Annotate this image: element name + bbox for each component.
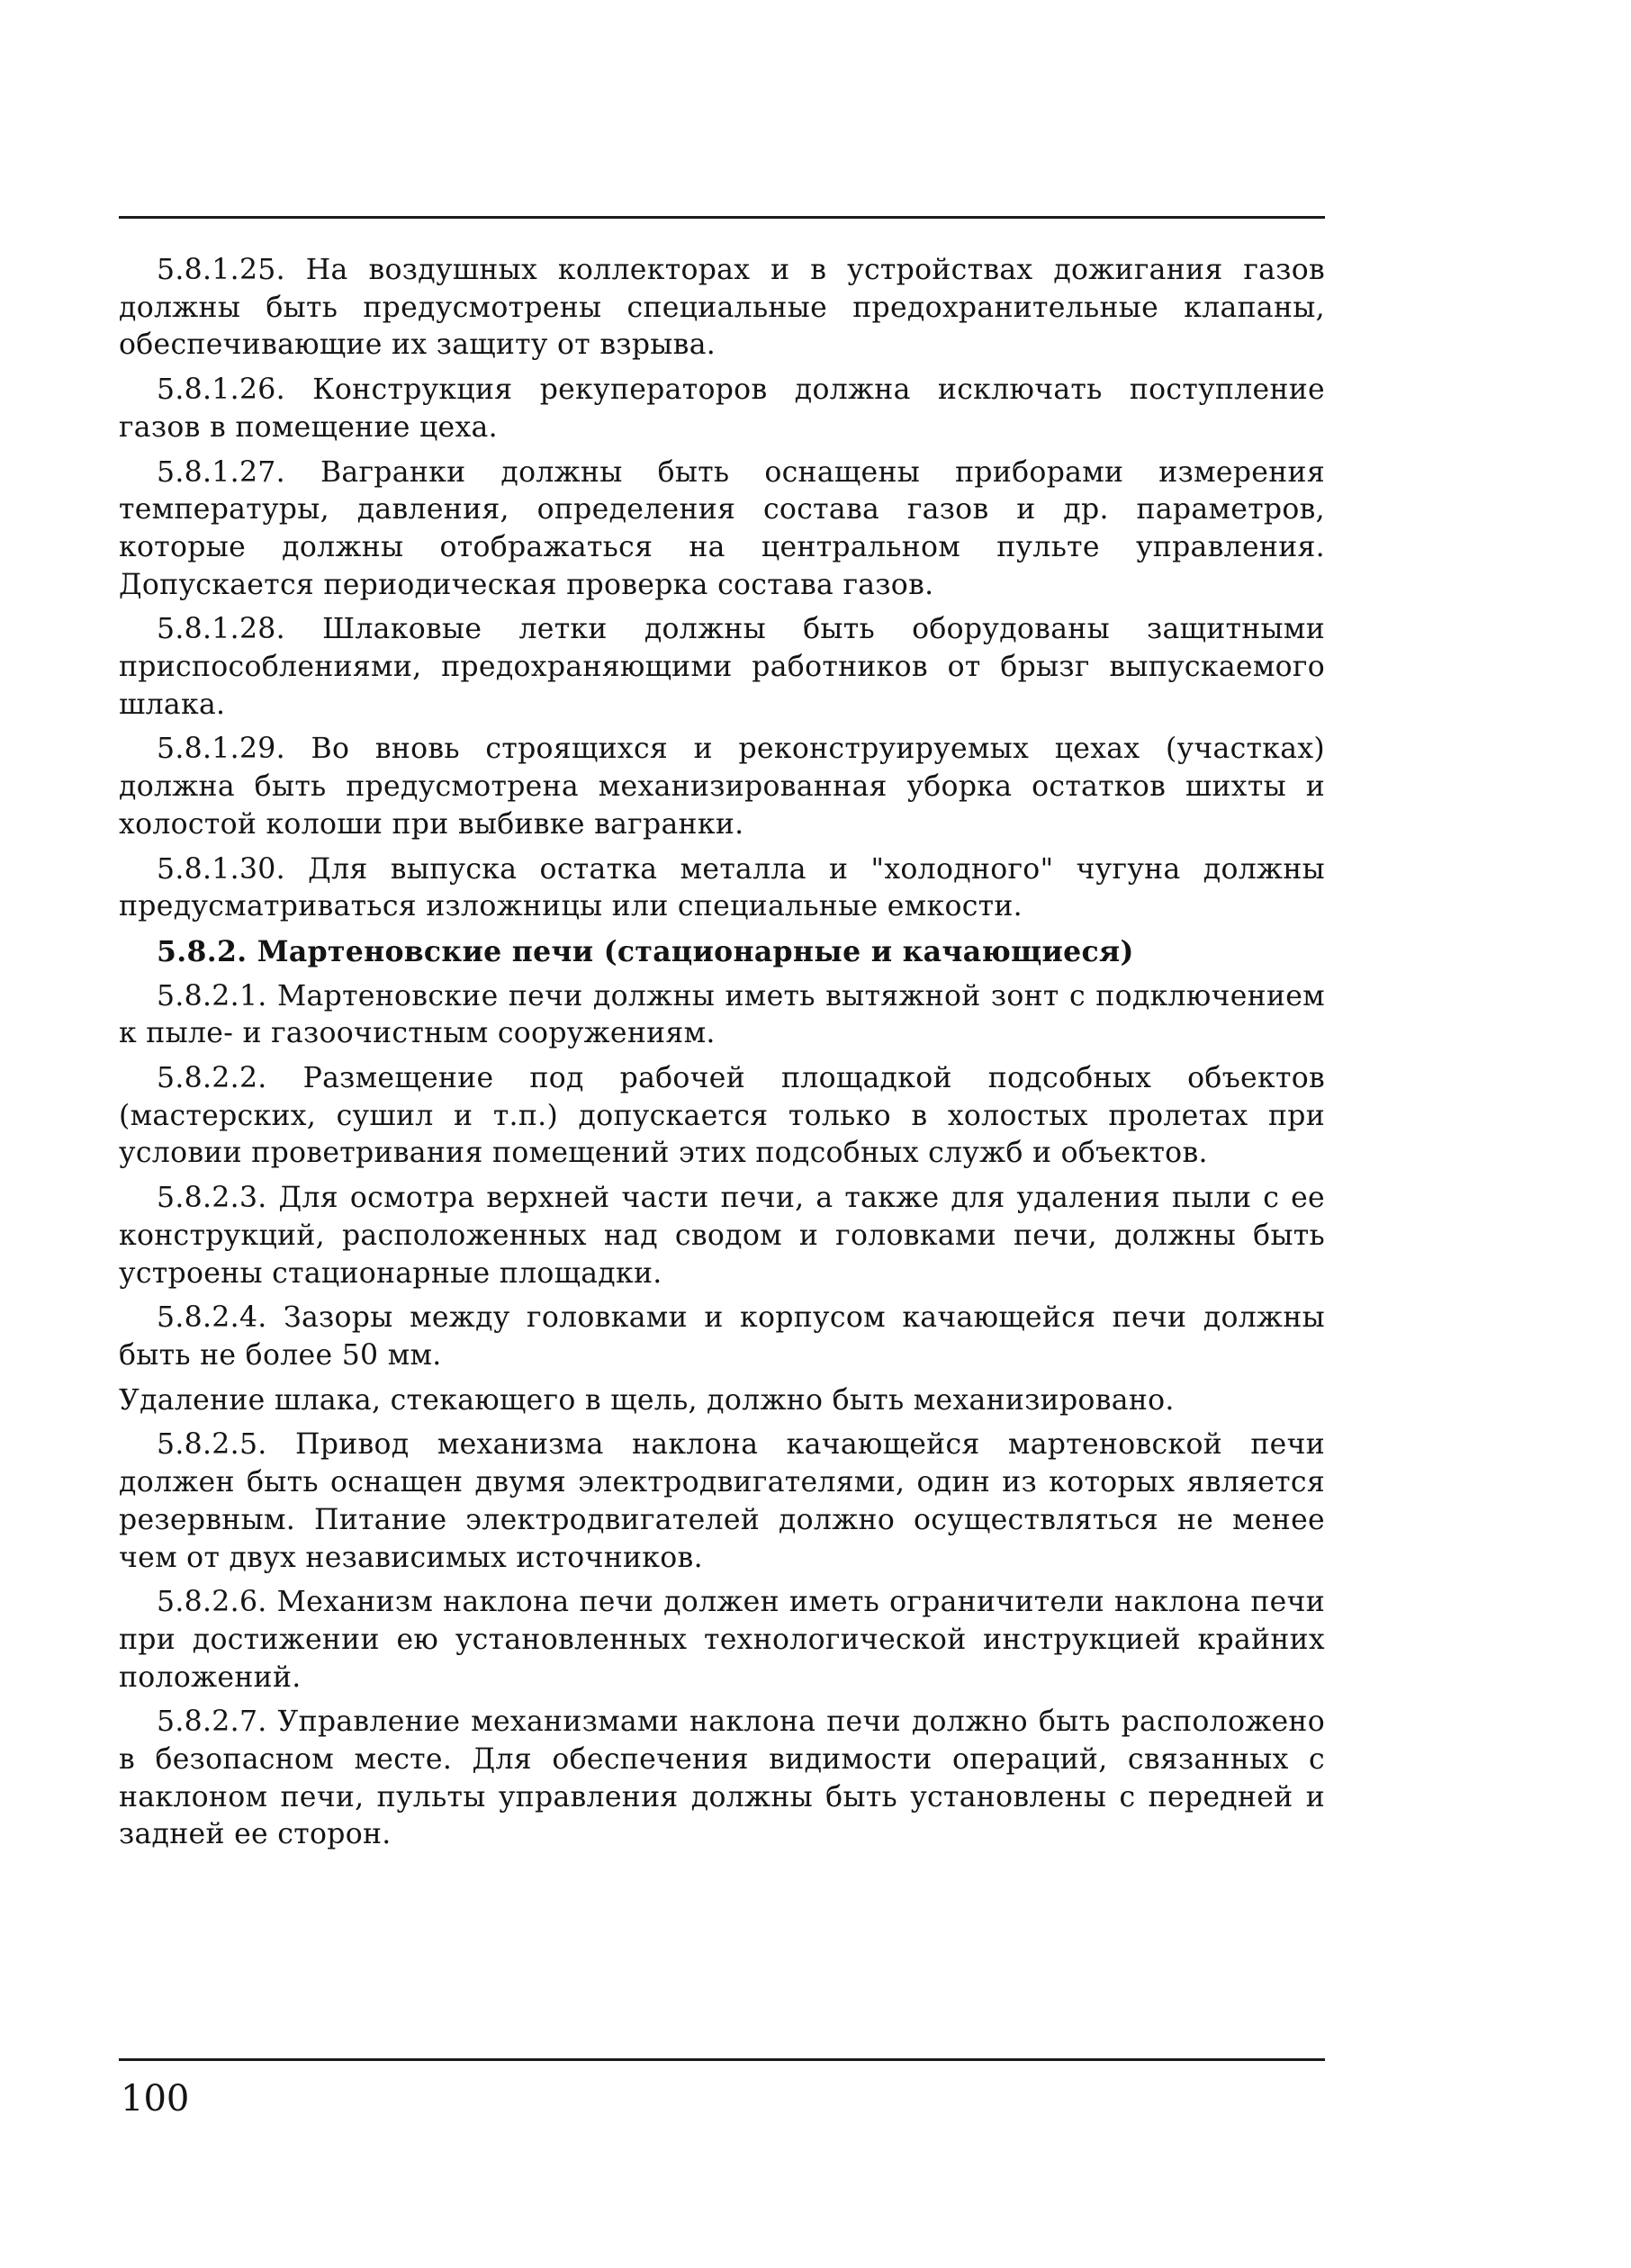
paragraph-5-8-2-2: 5.8.2.2. Размещение под рабочей площадкой подсобных объектов (мастерских, сушил и т.п.) допускается только в холостых пролетах при условии проветривания помещений этих подсобных служб и объектов. [119,1062,1325,1170]
page-body [119,252,1325,1861]
paragraph-5-8-2-7: 5.8.2.7. Управление механизмами наклона печи должно быть расположено в безопасном месте. Для обеспечения видимости операций, связанных с наклоном печи, пульты управления должны быть установлены с передней и задней ее сторон. [119,1706,1325,1851]
bottom-rule [119,2058,1325,2061]
paragraph-5-8-1-27: 5.8.1.27. Вагранки должны быть оснащены приборами измерения температуры, давления, определения состава газов и др. параметров, которые должны отображаться на центральном пульте управления. Допускается периодическая проверка состава газов. [119,455,1325,601]
paragraph-5-8-1-30: 5.8.1.30. Для выпуска остатка металла и "холодного" чугуна должны предусматриваться изложницы или специальные емкости. [119,852,1325,923]
paragraph-5-8-2-3: 5.8.2.3. Для осмотра верхней части печи, а также для удаления пыли с ее конструкций, расположенных над сводом и головками печи, должны быть устроены стационарные площадки. [119,1182,1325,1290]
paragraph-5-8-2-1: 5.8.2.1. Мартеновские печи должны иметь вытяжной зонт с подключением к пыле- и газоочистным сооружениям. [119,979,1325,1050]
paragraph-5-8-1-29: 5.8.1.29. Во вновь строящихся и реконструируемых цехах (участках) должна быть предусмотрена механизированная уборка остатков шихты и холостой колоши при выбивке вагранки. [119,733,1325,841]
paragraph-5-8-2-6: 5.8.2.6. Механизм наклона печи должен иметь ограничители наклона печи при достижении ею установленных технологической инструкцией крайних положений. [119,1586,1325,1694]
paragraph-5-8-1-28: 5.8.1.28. Шлаковые летки должны быть оборудованы защитными приспособлениями, предохраняющими работников от брызг выпускаемого шлака. [119,613,1325,721]
top-rule [119,216,1325,219]
paragraph-5-8-2-4: 5.8.2.4. Зазоры между головками и корпусом качающейся печи должны быть не более 50 мм. [119,1301,1325,1372]
paragraph-5-8-1-25: 5.8.1.25. На воздушных коллекторах и в устройствах дожигания газов должны быть предусмотрены специальные предохранительные клапаны, обеспечивающие их защиту от взрыва. [119,254,1325,362]
paragraph-5-8-2-4-continued: Удаление шлака, стекающего в щель, должно быть механизировано. [119,1383,1175,1417]
section-heading-5-8-2: 5.8.2. Мартеновские печи (стационарные и качающиеся) [157,934,1134,968]
paragraph-5-8-2-5: 5.8.2.5. Привод механизма наклона качающейся мартеновской печи должен быть оснащен двумя электродвигателями, один из которых является резервным. Питание электродвигателей должно осуществляться не менее чем от двух независимых источников. [119,1428,1325,1574]
paragraph-5-8-1-26: 5.8.1.26. Конструкция рекуператоров должна исключать поступление газов в помещение цеха. [119,374,1325,444]
page-number: 100 [121,2078,190,2120]
